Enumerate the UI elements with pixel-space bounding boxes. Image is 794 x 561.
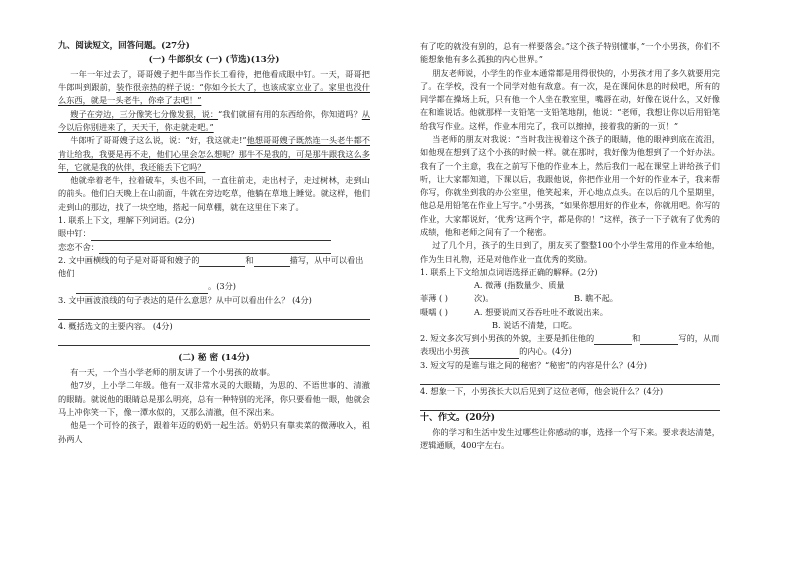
passage2-para6: 当老师的朋友对我说：“当时我注视着这个孩子的眼睛，他的眼神到底在流泪，如他现在想到了这个小孩的时候一样。就在那时，我好像为他想到了一个好办法。我有了一个主意，我在之前写下他的作业本上，然后我们一起在课堂上讲给孩子们听，让大家都知道，下课以后，我跟他说，你把作业用一个好的作业本子，我来帮你写，你就坐到我的办公室里，他笑起来，开心地点点头。在以后的几个星期里，他总是用铅笔在作业上写字。”小男孩，“如果你想用好的作业本，你就用吧。你写的作业，大家都说好，‘优秀’这两个字，都是你的！”这样，孩子一下子就有了优秀的成绩，他和老师之间有了一个秘密。 xyxy=(420,133,720,237)
r-q1-word1-option-b: B. 瞧不起。 xyxy=(574,293,618,304)
r-q3-answer-line[interactable] xyxy=(420,372,720,385)
essay-prompt: 你的学习和生活中发生过哪些让你感动的事，选择一个写下来。要求表达清楚，逻辑通顺，400字左右。 xyxy=(420,426,720,451)
passage2-para1: 有一天，一个当小学老师的朋友讲了一个小男孩的故事。 xyxy=(70,367,275,378)
passage1-para1 xyxy=(58,68,370,108)
r-q4: 4. 想象一下，小男孩长大以后见到了这位老师，他会说什么？(4分) xyxy=(420,386,664,397)
r-q2-text-c: 写的，从而表现出小男孩 xyxy=(420,333,720,357)
q3-answer-line[interactable] xyxy=(58,307,370,320)
passage2-para3: 他是一个可怜的孩子，跟着年迈的奶奶一起生活。奶奶只有靠卖菜的微薄收入，祖孙两人 xyxy=(58,420,370,444)
q1-label: 1. 联系上下文，理解下列词语。(2分) xyxy=(58,214,195,225)
q1-word2 xyxy=(58,241,370,254)
q1-row1 xyxy=(58,214,370,227)
passage2-para2: 他7岁，上小学二年级。他有一双非常水灵的大眼睛，为思的、不语世事的、清澈的眼睛。就说他的眼睛总是那么明亮，总有一种特别的光泽，你只要看他一眼，他就会马上冲你笑一下，像一潭水似的，又那么清澈，但不深出来。 xyxy=(58,380,370,417)
r-q1-word2-option-a: A. 想要说而又吞吞吐吐不敢说出来。 xyxy=(474,306,608,317)
q1-word2-answer[interactable] xyxy=(99,244,331,254)
r-q2-text-b: 和 xyxy=(632,333,641,344)
passage1-para3 xyxy=(58,134,370,174)
q2-blank1[interactable] xyxy=(199,257,245,267)
r-q2-blank1[interactable] xyxy=(594,335,632,345)
r-q3: 3. 短文写的是谁与谁之间的秘密？“秘密”的内容是什么？(4分) xyxy=(420,359,647,370)
passage2-title: (二) 秘 密 (14分) xyxy=(178,353,250,364)
r-q4-answer-line[interactable] xyxy=(420,398,720,411)
r-q1-word2 xyxy=(420,306,720,319)
p1-text-b: 一天，哥哥把牛郎叫到跟前， xyxy=(58,68,370,93)
q3: 3. 文中画波浪线的句子表达的是什么意思？从中可以看出什么？ (4分) xyxy=(58,294,312,305)
r-q1: 1. 联系上下文给加点词语选择正确的解释。(2分) xyxy=(420,266,598,277)
p1-para2-b: “我们就留有用的东西给你，你知道吗？ xyxy=(218,108,362,119)
wavy-sentence-3: 可是那牛跟我这么多年，它就是我的伙伴，我还能丢下它吗？ xyxy=(58,148,370,172)
r-q1-word1-option-a: A. 微薄 (指数量少、质量次)。 xyxy=(474,280,565,304)
r-q1-word1 xyxy=(420,279,720,306)
r-q2-blank2[interactable] xyxy=(640,335,678,345)
r-q2-blank3[interactable] xyxy=(469,349,519,359)
essay-heading: 十、作文。(20分) xyxy=(420,413,496,424)
right-column xyxy=(420,40,720,452)
r-q1-word2-label[interactable]: 嗫嚅 ( ) xyxy=(420,306,448,317)
q2-blank3[interactable] xyxy=(76,284,208,294)
r-q2-text-d: 的内心。(4分) xyxy=(519,346,572,357)
p1-para3-a: 牛郎听了哥哥嫂子这么说，说：“好，我这就走!” xyxy=(70,135,247,146)
q1-word1-label: 眼中钉： xyxy=(58,228,91,239)
q4: 4. 概括选文的主要内容。 (4分) xyxy=(58,320,173,331)
passage2-para5: 朋友老师说，小学生的作业本通常都是用得很快的，小男孩才用了多久就要用完了。在学校，没有一个同学对他有敌意。有一次，是在课间休息的时候吧，所有的同学都在操场上玩，只有他一个人坐在教室里，嘴唇在动，好像在说什么，又好像在和谁说话。他就那样一支铅笔一支铅笔地削，他说：“老师，我想让你以后用铅笔给我写作业。这样，作业本用完了，我可以擦掉，接着我的新的一页！” xyxy=(420,67,720,131)
section-heading: 九、阅读短文，回答问题。(27分) xyxy=(58,41,190,51)
p1-text-a: 一年一年过去了，哥哥嫂子把牛郎当作长工看待，把他看成眼中钉。 xyxy=(70,68,321,79)
wavy-sentence-2: 他们心里会怎么想呢？那牛不是我的， xyxy=(156,148,297,159)
q4-answer-line[interactable] xyxy=(58,333,370,346)
underlined-sentence: 装作很亲热的样子说：“你如今长大了，也该成家立业了。 xyxy=(116,82,329,93)
r-q1-word2-option-b: B. 说话不清楚，口吃。 xyxy=(492,319,577,330)
left-column xyxy=(58,40,370,446)
passage2-para4: 有了吃的就没有别的，总有一样要落会。”这个孩子特别懂事，”一个小男孩，你们不能想象他有多么孤独的内心世界。” xyxy=(420,41,720,65)
r-q2-text-a: 2. 短文多次写到小男孩的外貌，主要是抓住他的 xyxy=(420,333,595,344)
q2-text-b: 和 xyxy=(245,254,254,265)
q1-word1-answer[interactable] xyxy=(91,231,331,241)
q2-blank2[interactable] xyxy=(254,257,290,267)
q1-word1 xyxy=(58,227,370,240)
passage1-para2 xyxy=(58,108,370,135)
q2-text-a: 2. 文中画横线的句子是对哥哥和嫂子的 xyxy=(58,254,200,265)
q2 xyxy=(58,254,370,294)
passage1-title: (一) 牛郎织女 (一) (节选)(13分) xyxy=(148,54,280,65)
wavy-sentence: 他想哥哥嫂子既然连一头老牛都不肯让给我，我要是再不走， xyxy=(58,135,370,159)
r-q2 xyxy=(420,332,720,359)
q2-text-c: 描写，从中可以看出他们 xyxy=(58,254,364,279)
underlined-sentence-3: 嫂子在旁边，三分像笑七分像发狠，说： xyxy=(70,108,219,119)
q2-text-d: 。(3分) xyxy=(208,281,236,292)
underlined-sentence-4: 从今以后你别进来了，天天干，你走就走吧。” xyxy=(58,108,370,132)
q1-word2-label: 恋恋不舍： xyxy=(58,241,99,252)
r-q1-word1-label[interactable]: 菲薄 ( ) xyxy=(420,293,448,304)
underlined-sentence-2: 家里也没什么东西，就是一头老牛，你牵了去吧！” xyxy=(58,82,370,106)
passage1-para4: 他就牵着老牛，拉着破车，头也不回，一直往前走，走出村子，走过树林，走到山的前头。他们白天晚上在山前面，牛就在旁边吃草，他躺在草地上睡觉。就这样，他们走到山的那边，找了一块空地，搭起一间草棚，就在这里住下来了。 xyxy=(58,175,370,212)
passage2-para7: 过了几个月，孩子的生日到了，朋友买了整整100个小学生常用的作业本给他，作为生日礼物，还是对他作业一直优秀的奖励。 xyxy=(420,240,720,264)
